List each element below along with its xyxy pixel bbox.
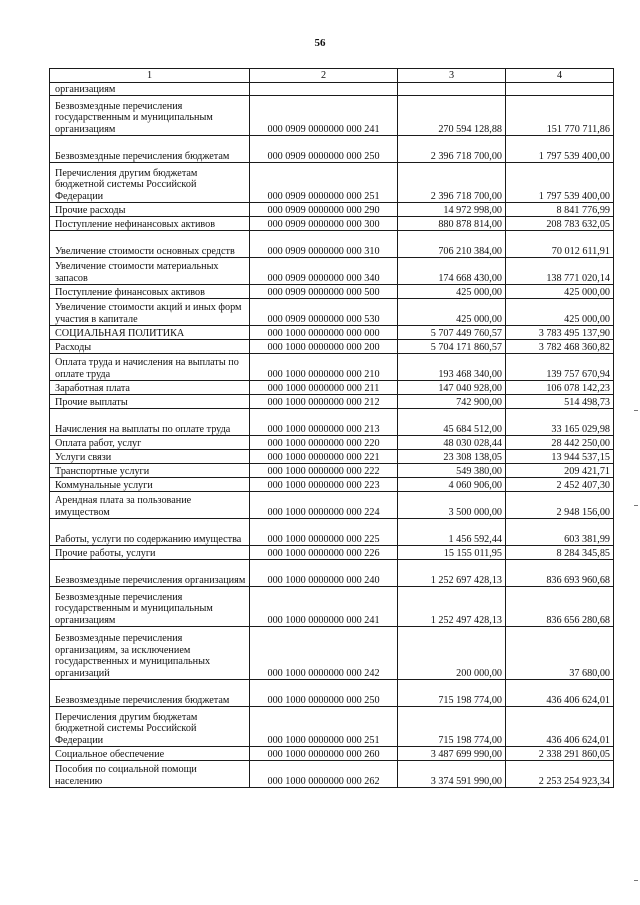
table-row xyxy=(50,436,614,450)
row-fact-amount-cell: 28 442 250,00 xyxy=(506,436,614,450)
row-plan-amount-cell: 549 380,00 xyxy=(398,464,506,478)
row-fact-amount-cell: 3 782 468 360,82 xyxy=(506,340,614,354)
row-code-cell: 000 1000 0000000 000 240 xyxy=(250,560,398,587)
table-row xyxy=(50,450,614,464)
row-code-cell: 000 1000 0000000 000 250 xyxy=(250,680,398,707)
row-name-cell: Расходы xyxy=(50,340,250,354)
row-code-cell: 000 1000 0000000 000 220 xyxy=(250,436,398,450)
row-fact-amount-cell: 106 078 142,23 xyxy=(506,381,614,395)
row-name-cell: Безвозмездные перечисления государственным и муниципальным организациям xyxy=(50,587,250,627)
row-name-cell: Работы, услуги по содержанию имущества xyxy=(50,519,250,546)
row-code-cell: 000 0909 0000000 000 300 xyxy=(250,217,398,231)
row-fact-amount-cell: 1 797 539 400,00 xyxy=(506,163,614,203)
row-plan-amount-cell: 715 198 774,00 xyxy=(398,707,506,747)
row-name-cell: Увеличение стоимости акций и иных форм участия в капитале xyxy=(50,299,250,326)
row-plan-amount-cell: 4 060 906,00 xyxy=(398,478,506,492)
table-row xyxy=(50,587,614,627)
row-name-cell: Поступление финансовых активов xyxy=(50,285,250,299)
row-fact-amount-cell: 70 012 611,91 xyxy=(506,231,614,258)
row-name-cell: СОЦИАЛЬНАЯ ПОЛИТИКА xyxy=(50,326,250,340)
row-plan-amount-cell: 1 252 697 428,13 xyxy=(398,560,506,587)
row-plan-amount-cell xyxy=(398,83,506,96)
row-code-cell: 000 0909 0000000 000 530 xyxy=(250,299,398,326)
table-row xyxy=(50,560,614,587)
row-name-cell: Поступление нефинансовых активов xyxy=(50,217,250,231)
row-code-cell: 000 1000 0000000 000 226 xyxy=(250,546,398,560)
row-code-cell: 000 1000 0000000 000 222 xyxy=(250,464,398,478)
page-number: 56 xyxy=(314,37,326,49)
row-fact-amount-cell: 436 406 624,01 xyxy=(506,707,614,747)
row-code-cell: 000 1000 0000000 000 213 xyxy=(250,409,398,436)
row-name-cell: Социальное обеспечение xyxy=(50,747,250,761)
row-fact-amount-cell: 33 165 029,98 xyxy=(506,409,614,436)
table-row xyxy=(50,217,614,231)
table-row xyxy=(50,761,614,788)
row-name-cell: Оплата труда и начисления на выплаты по оплате труда xyxy=(50,354,250,381)
row-code-cell: 000 1000 0000000 000 241 xyxy=(250,587,398,627)
row-plan-amount-cell: 3 500 000,00 xyxy=(398,492,506,519)
row-fact-amount-cell: 836 656 280,68 xyxy=(506,587,614,627)
row-code-cell: 000 1000 0000000 000 260 xyxy=(250,747,398,761)
table-row xyxy=(50,680,614,707)
margin-mark xyxy=(634,880,638,881)
row-name-cell: Безвозмездные перечисления организациям, за исключением государственных и муниципальных организаций xyxy=(50,627,250,680)
row-fact-amount-cell: 138 771 020,14 xyxy=(506,258,614,285)
row-plan-amount-cell: 2 396 718 700,00 xyxy=(398,136,506,163)
row-code-cell: 000 1000 0000000 000 200 xyxy=(250,340,398,354)
row-name-cell: Оплата работ, услуг xyxy=(50,436,250,450)
row-code-cell: 000 1000 0000000 000 262 xyxy=(250,761,398,788)
row-code-cell: 000 1000 0000000 000 000 xyxy=(250,326,398,340)
table-row xyxy=(50,464,614,478)
row-name-cell: Безвозмездные перечисления организациям xyxy=(50,560,250,587)
row-fact-amount-cell: 436 406 624,01 xyxy=(506,680,614,707)
row-fact-amount-cell: 3 783 495 137,90 xyxy=(506,326,614,340)
row-name-cell: Безвозмездные перечисления бюджетам xyxy=(50,136,250,163)
row-code-cell: 000 0909 0000000 000 251 xyxy=(250,163,398,203)
row-code-cell: 000 0909 0000000 000 310 xyxy=(250,231,398,258)
row-code-cell: 000 1000 0000000 000 251 xyxy=(250,707,398,747)
row-fact-amount-cell xyxy=(506,83,614,96)
table-row xyxy=(50,381,614,395)
row-name-cell: Пособия по социальной помощи населению xyxy=(50,761,250,788)
row-code-cell: 000 0909 0000000 000 500 xyxy=(250,285,398,299)
table-header-row xyxy=(50,69,614,83)
table-row xyxy=(50,203,614,217)
table-row xyxy=(50,478,614,492)
table-row xyxy=(50,409,614,436)
row-plan-amount-cell: 48 030 028,44 xyxy=(398,436,506,450)
row-plan-amount-cell: 200 000,00 xyxy=(398,627,506,680)
row-plan-amount-cell: 270 594 128,88 xyxy=(398,96,506,136)
row-plan-amount-cell: 715 198 774,00 xyxy=(398,680,506,707)
row-plan-amount-cell: 45 684 512,00 xyxy=(398,409,506,436)
budget-execution-table xyxy=(49,68,614,788)
row-name-cell: Прочие расходы xyxy=(50,203,250,217)
row-code-cell: 000 0909 0000000 000 241 xyxy=(250,96,398,136)
table-row xyxy=(50,326,614,340)
row-fact-amount-cell: 8 841 776,99 xyxy=(506,203,614,217)
row-plan-amount-cell: 147 040 928,00 xyxy=(398,381,506,395)
row-code-cell: 000 1000 0000000 000 223 xyxy=(250,478,398,492)
table-row xyxy=(50,519,614,546)
row-fact-amount-cell: 2 948 156,00 xyxy=(506,492,614,519)
row-name-cell: Прочие работы, услуги xyxy=(50,546,250,560)
row-fact-amount-cell: 425 000,00 xyxy=(506,299,614,326)
table-row xyxy=(50,492,614,519)
row-plan-amount-cell: 5 707 449 760,57 xyxy=(398,326,506,340)
row-code-cell: 000 0909 0000000 000 250 xyxy=(250,136,398,163)
margin-mark xyxy=(634,410,638,411)
row-plan-amount-cell: 425 000,00 xyxy=(398,299,506,326)
row-fact-amount-cell: 209 421,71 xyxy=(506,464,614,478)
row-code-cell: 000 1000 0000000 000 211 xyxy=(250,381,398,395)
column-header-2: 2 xyxy=(250,69,398,83)
table-row xyxy=(50,340,614,354)
row-code-cell: 000 1000 0000000 000 221 xyxy=(250,450,398,464)
row-name-cell: Увеличение стоимости основных средств xyxy=(50,231,250,258)
row-plan-amount-cell: 15 155 011,95 xyxy=(398,546,506,560)
table-row xyxy=(50,83,614,96)
column-header-3: 3 xyxy=(398,69,506,83)
row-name-cell: Арендная плата за пользование имуществом xyxy=(50,492,250,519)
table-row xyxy=(50,747,614,761)
row-code-cell: 000 1000 0000000 000 210 xyxy=(250,354,398,381)
row-plan-amount-cell: 1 456 592,44 xyxy=(398,519,506,546)
row-fact-amount-cell: 2 253 254 923,34 xyxy=(506,761,614,788)
row-fact-amount-cell: 37 680,00 xyxy=(506,627,614,680)
row-fact-amount-cell: 1 797 539 400,00 xyxy=(506,136,614,163)
row-name-cell: организациям xyxy=(50,83,250,96)
row-fact-amount-cell: 208 783 632,05 xyxy=(506,217,614,231)
row-fact-amount-cell: 603 381,99 xyxy=(506,519,614,546)
row-plan-amount-cell: 425 000,00 xyxy=(398,285,506,299)
table-row xyxy=(50,707,614,747)
row-name-cell: Услуги связи xyxy=(50,450,250,464)
row-fact-amount-cell: 139 757 670,94 xyxy=(506,354,614,381)
row-plan-amount-cell: 5 704 171 860,57 xyxy=(398,340,506,354)
table-row xyxy=(50,258,614,285)
row-fact-amount-cell: 2 452 407,30 xyxy=(506,478,614,492)
row-fact-amount-cell: 151 770 711,86 xyxy=(506,96,614,136)
margin-mark xyxy=(634,505,638,506)
row-code-cell: 000 1000 0000000 000 225 xyxy=(250,519,398,546)
row-name-cell: Коммунальные услуги xyxy=(50,478,250,492)
table-row xyxy=(50,285,614,299)
row-plan-amount-cell: 193 468 340,00 xyxy=(398,354,506,381)
table-row xyxy=(50,299,614,326)
table-row xyxy=(50,627,614,680)
row-plan-amount-cell: 880 878 814,00 xyxy=(398,217,506,231)
row-code-cell: 000 0909 0000000 000 290 xyxy=(250,203,398,217)
row-name-cell: Заработная плата xyxy=(50,381,250,395)
row-fact-amount-cell: 514 498,73 xyxy=(506,395,614,409)
row-plan-amount-cell: 23 308 138,05 xyxy=(398,450,506,464)
row-code-cell xyxy=(250,83,398,96)
row-fact-amount-cell: 13 944 537,15 xyxy=(506,450,614,464)
row-plan-amount-cell: 174 668 430,00 xyxy=(398,258,506,285)
column-header-4: 4 xyxy=(506,69,614,83)
row-name-cell: Начисления на выплаты по оплате труда xyxy=(50,409,250,436)
row-fact-amount-cell: 836 693 960,68 xyxy=(506,560,614,587)
row-plan-amount-cell: 706 210 384,00 xyxy=(398,231,506,258)
row-code-cell: 000 1000 0000000 000 242 xyxy=(250,627,398,680)
column-header-1: 1 xyxy=(50,69,250,83)
table-row xyxy=(50,546,614,560)
row-fact-amount-cell: 2 338 291 860,05 xyxy=(506,747,614,761)
row-fact-amount-cell: 8 284 345,85 xyxy=(506,546,614,560)
row-plan-amount-cell: 14 972 998,00 xyxy=(398,203,506,217)
row-name-cell: Увеличение стоимости материальных запасов xyxy=(50,258,250,285)
row-plan-amount-cell: 3 487 699 990,00 xyxy=(398,747,506,761)
row-name-cell: Транспортные услуги xyxy=(50,464,250,478)
row-name-cell: Прочие выплаты xyxy=(50,395,250,409)
row-name-cell: Безвозмездные перечисления государственным и муниципальным организациям xyxy=(50,96,250,136)
row-name-cell: Безвозмездные перечисления бюджетам xyxy=(50,680,250,707)
table-row xyxy=(50,96,614,136)
table-row xyxy=(50,231,614,258)
table-row xyxy=(50,163,614,203)
row-code-cell: 000 1000 0000000 000 212 xyxy=(250,395,398,409)
row-name-cell: Перечисления другим бюджетам бюджетной системы Российской Федерации xyxy=(50,707,250,747)
table-row xyxy=(50,136,614,163)
table-row xyxy=(50,354,614,381)
row-plan-amount-cell: 3 374 591 990,00 xyxy=(398,761,506,788)
row-plan-amount-cell: 1 252 497 428,13 xyxy=(398,587,506,627)
row-name-cell: Перечисления другим бюджетам бюджетной системы Российской Федерации xyxy=(50,163,250,203)
row-plan-amount-cell: 2 396 718 700,00 xyxy=(398,163,506,203)
row-code-cell: 000 1000 0000000 000 224 xyxy=(250,492,398,519)
row-code-cell: 000 0909 0000000 000 340 xyxy=(250,258,398,285)
table-row xyxy=(50,395,614,409)
row-fact-amount-cell: 425 000,00 xyxy=(506,285,614,299)
row-plan-amount-cell: 742 900,00 xyxy=(398,395,506,409)
